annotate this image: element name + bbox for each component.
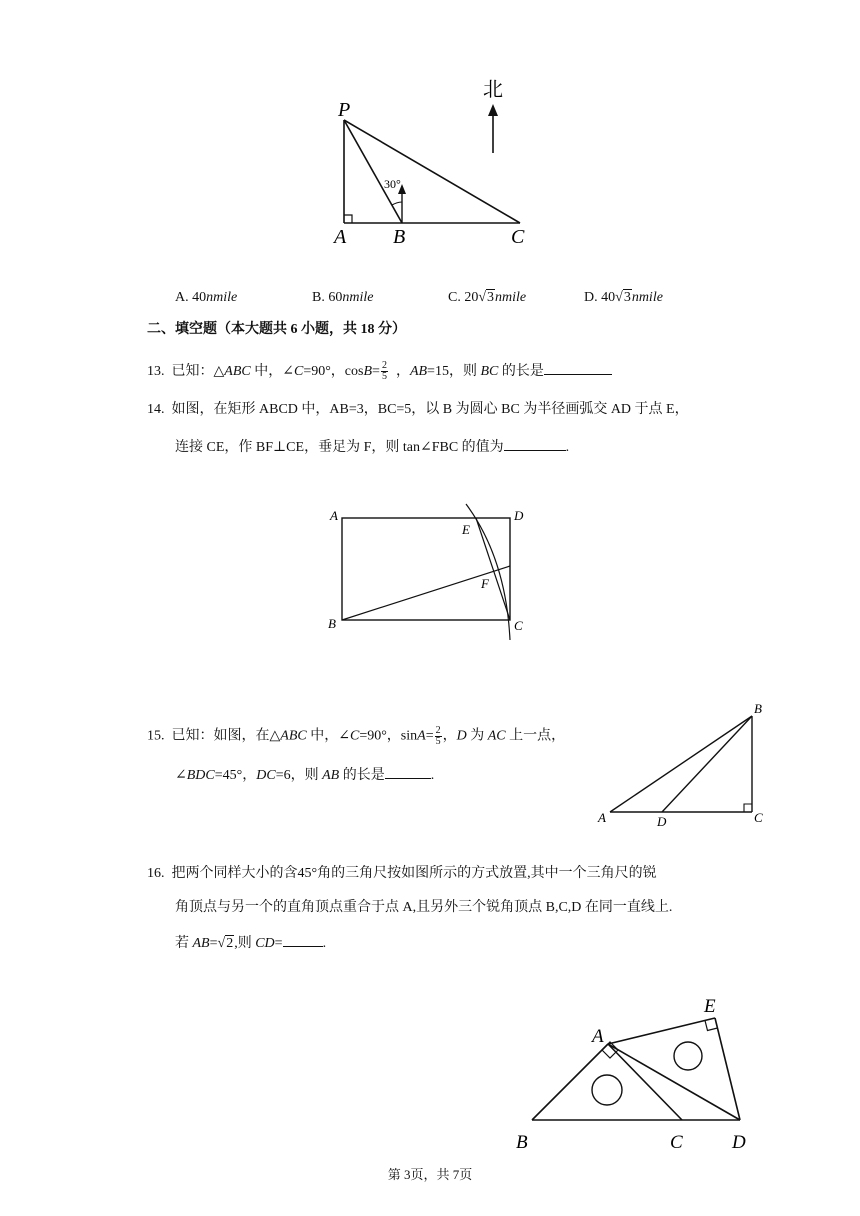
figure-q16	[500, 990, 770, 1156]
question-14-line1: 14. 如图，在矩形 ABCD 中，AB=3，BC=5，以 B 为圆心 BC 为半径画弧交 AD 于点 E，	[147, 402, 689, 417]
label-c: C	[514, 618, 523, 633]
label-a: A	[330, 508, 338, 523]
question-14-line2: 连接 CE，作 BF⊥CE，垂足为 F，则 tan∠FBC 的值为 .	[175, 436, 569, 458]
label-d: D	[732, 1132, 746, 1153]
label-c: C	[511, 226, 525, 248]
figure-q15	[592, 696, 782, 830]
answer-blank	[283, 932, 323, 947]
question-16-line2: 角顶点与另一个的直角顶点重合于点 A,且另外三个锐角顶点 B,C,D 在同一直线上.	[175, 900, 673, 915]
section-title: 二、填空题（本大题共 6 小题，共 18 分）	[147, 322, 406, 337]
north-arrow-head	[488, 104, 498, 116]
option-b: B. 60nmile	[312, 290, 374, 305]
label-p: P	[338, 99, 351, 121]
label-a: A	[598, 810, 606, 825]
option-a: A. 40nmile	[175, 290, 238, 305]
figure-q14	[320, 498, 540, 648]
label-b: B	[328, 616, 336, 631]
label-a: A	[334, 226, 347, 248]
option-d: D. 40√3nmile	[584, 290, 663, 305]
segment-ae	[608, 1018, 715, 1044]
answer-blank	[544, 360, 612, 375]
label-f: F	[481, 576, 489, 591]
angle-arc-30	[392, 202, 402, 205]
right-angle-mark	[744, 804, 752, 812]
question-16-line1: 16. 把两个同样大小的含45°角的三角尺按如图所示的方式放置,其中一个三角尺的锐	[147, 866, 657, 881]
answer-blank	[504, 436, 566, 451]
segment-bd	[662, 716, 752, 812]
label-b: B	[516, 1132, 528, 1153]
segment-ab	[610, 716, 752, 812]
segment-pb	[344, 120, 402, 223]
label-b: B	[393, 226, 406, 248]
segment-ed	[715, 1018, 740, 1120]
figure-q12	[320, 70, 540, 250]
label-c: C	[670, 1132, 683, 1153]
label-d: D	[514, 508, 524, 523]
label-e: E	[462, 522, 470, 537]
label-b: B	[754, 701, 762, 716]
label-e: E	[704, 996, 716, 1017]
right-angle-mark	[344, 215, 352, 223]
segment-ce	[476, 518, 510, 620]
north-label: 北	[483, 79, 503, 101]
triangle-hole-left	[592, 1075, 622, 1105]
segment-bf	[342, 566, 510, 620]
question-13: 13. 已知：△ABC 中，∠C=90°，cosB= $\frac{2}{5}$ ，AB=15，则 BC 的长是	[147, 360, 612, 382]
label-c: C	[754, 810, 763, 825]
segment-ab	[532, 1044, 608, 1120]
rectangle-abcd	[342, 518, 510, 620]
label-a: A	[592, 1026, 604, 1047]
page-footer: 第 3页，共 7页	[387, 1167, 473, 1182]
question-16-line3: 若 AB=√2,则 CD= .	[175, 932, 326, 954]
question-15-line2: ∠BDC=45°，DC=6，则 AB 的长是 .	[175, 764, 434, 786]
angle-label: 30°	[384, 177, 401, 191]
triangle-hole-right	[674, 1042, 702, 1070]
option-c: C. 20√3nmile	[448, 290, 527, 305]
question-15-line1: 15. 已知：如图，在△ABC 中，∠C=90°，sinA= $\frac{2}{5}$ ，D 为 AC 上一点，	[147, 725, 566, 747]
answer-blank	[385, 764, 431, 779]
label-d: D	[657, 814, 667, 829]
